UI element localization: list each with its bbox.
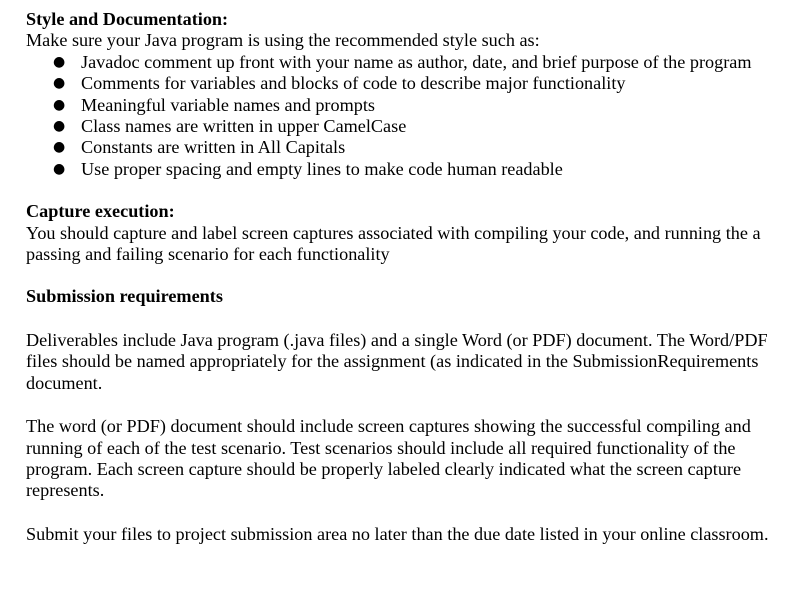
list-item <box>26 116 796 137</box>
bullet-icon: ● <box>53 53 66 70</box>
submission-heading: Submission requirements <box>26 286 223 307</box>
spacer <box>26 180 796 201</box>
document-page <box>26 9 796 545</box>
bullet-icon: ● <box>53 75 66 92</box>
submission-paragraph-screen-captures: The word (or PDF) document should include screen captures showing the successful compiling and running of each of the test scenario. Test scenarios should include all required functionality of the program. Each screen capture should be properly labeled clearly indicated what the screen capture represents. <box>26 416 751 501</box>
capture-heading: Capture execution: <box>26 201 175 222</box>
bullet-icon: ● <box>53 160 66 177</box>
bullet-text: Meaningful variable names and prompts <box>81 94 375 115</box>
bullet-icon: ● <box>53 118 66 135</box>
submission-paragraph-deadline: Submit your files to project submission area no later than the due date listed in your online classroom. <box>26 523 769 544</box>
style-intro: Make sure your Java program is using the recommended style such as: <box>26 30 540 51</box>
spacer <box>26 394 796 416</box>
submission-paragraph-deliverables: Deliverables include Java program (.java files) and a single Word (or PDF) document. The Word/PDF files should be named appropriately for the assignment (as indicated in the SubmissionRequirements document. <box>26 329 768 393</box>
list-item <box>26 159 796 180</box>
list-item <box>26 73 796 94</box>
bullet-text: Comments for variables and blocks of code to describe major functionality <box>81 73 626 94</box>
bullet-text: Javadoc comment up front with your name as author, date, and brief purpose of the program <box>81 51 752 72</box>
bullet-text: Class names are written in upper CamelCase <box>81 116 407 137</box>
list-item <box>26 52 796 73</box>
style-heading: Style and Documentation: <box>26 9 229 29</box>
spacer <box>26 265 796 286</box>
list-item <box>26 137 796 158</box>
bullet-text: Constants are written in All Capitals <box>81 137 346 158</box>
capture-body: You should capture and label screen captures associated with compiling your code, and running the a passing and failing scenario for each functionality <box>26 222 761 265</box>
spacer <box>26 502 796 524</box>
bullet-icon: ● <box>53 96 66 113</box>
bullet-icon: ● <box>53 139 66 156</box>
style-bullet-list <box>26 52 796 180</box>
list-item <box>26 95 796 116</box>
bullet-text: Use proper spacing and empty lines to make code human readable <box>81 158 563 179</box>
spacer <box>26 308 796 330</box>
